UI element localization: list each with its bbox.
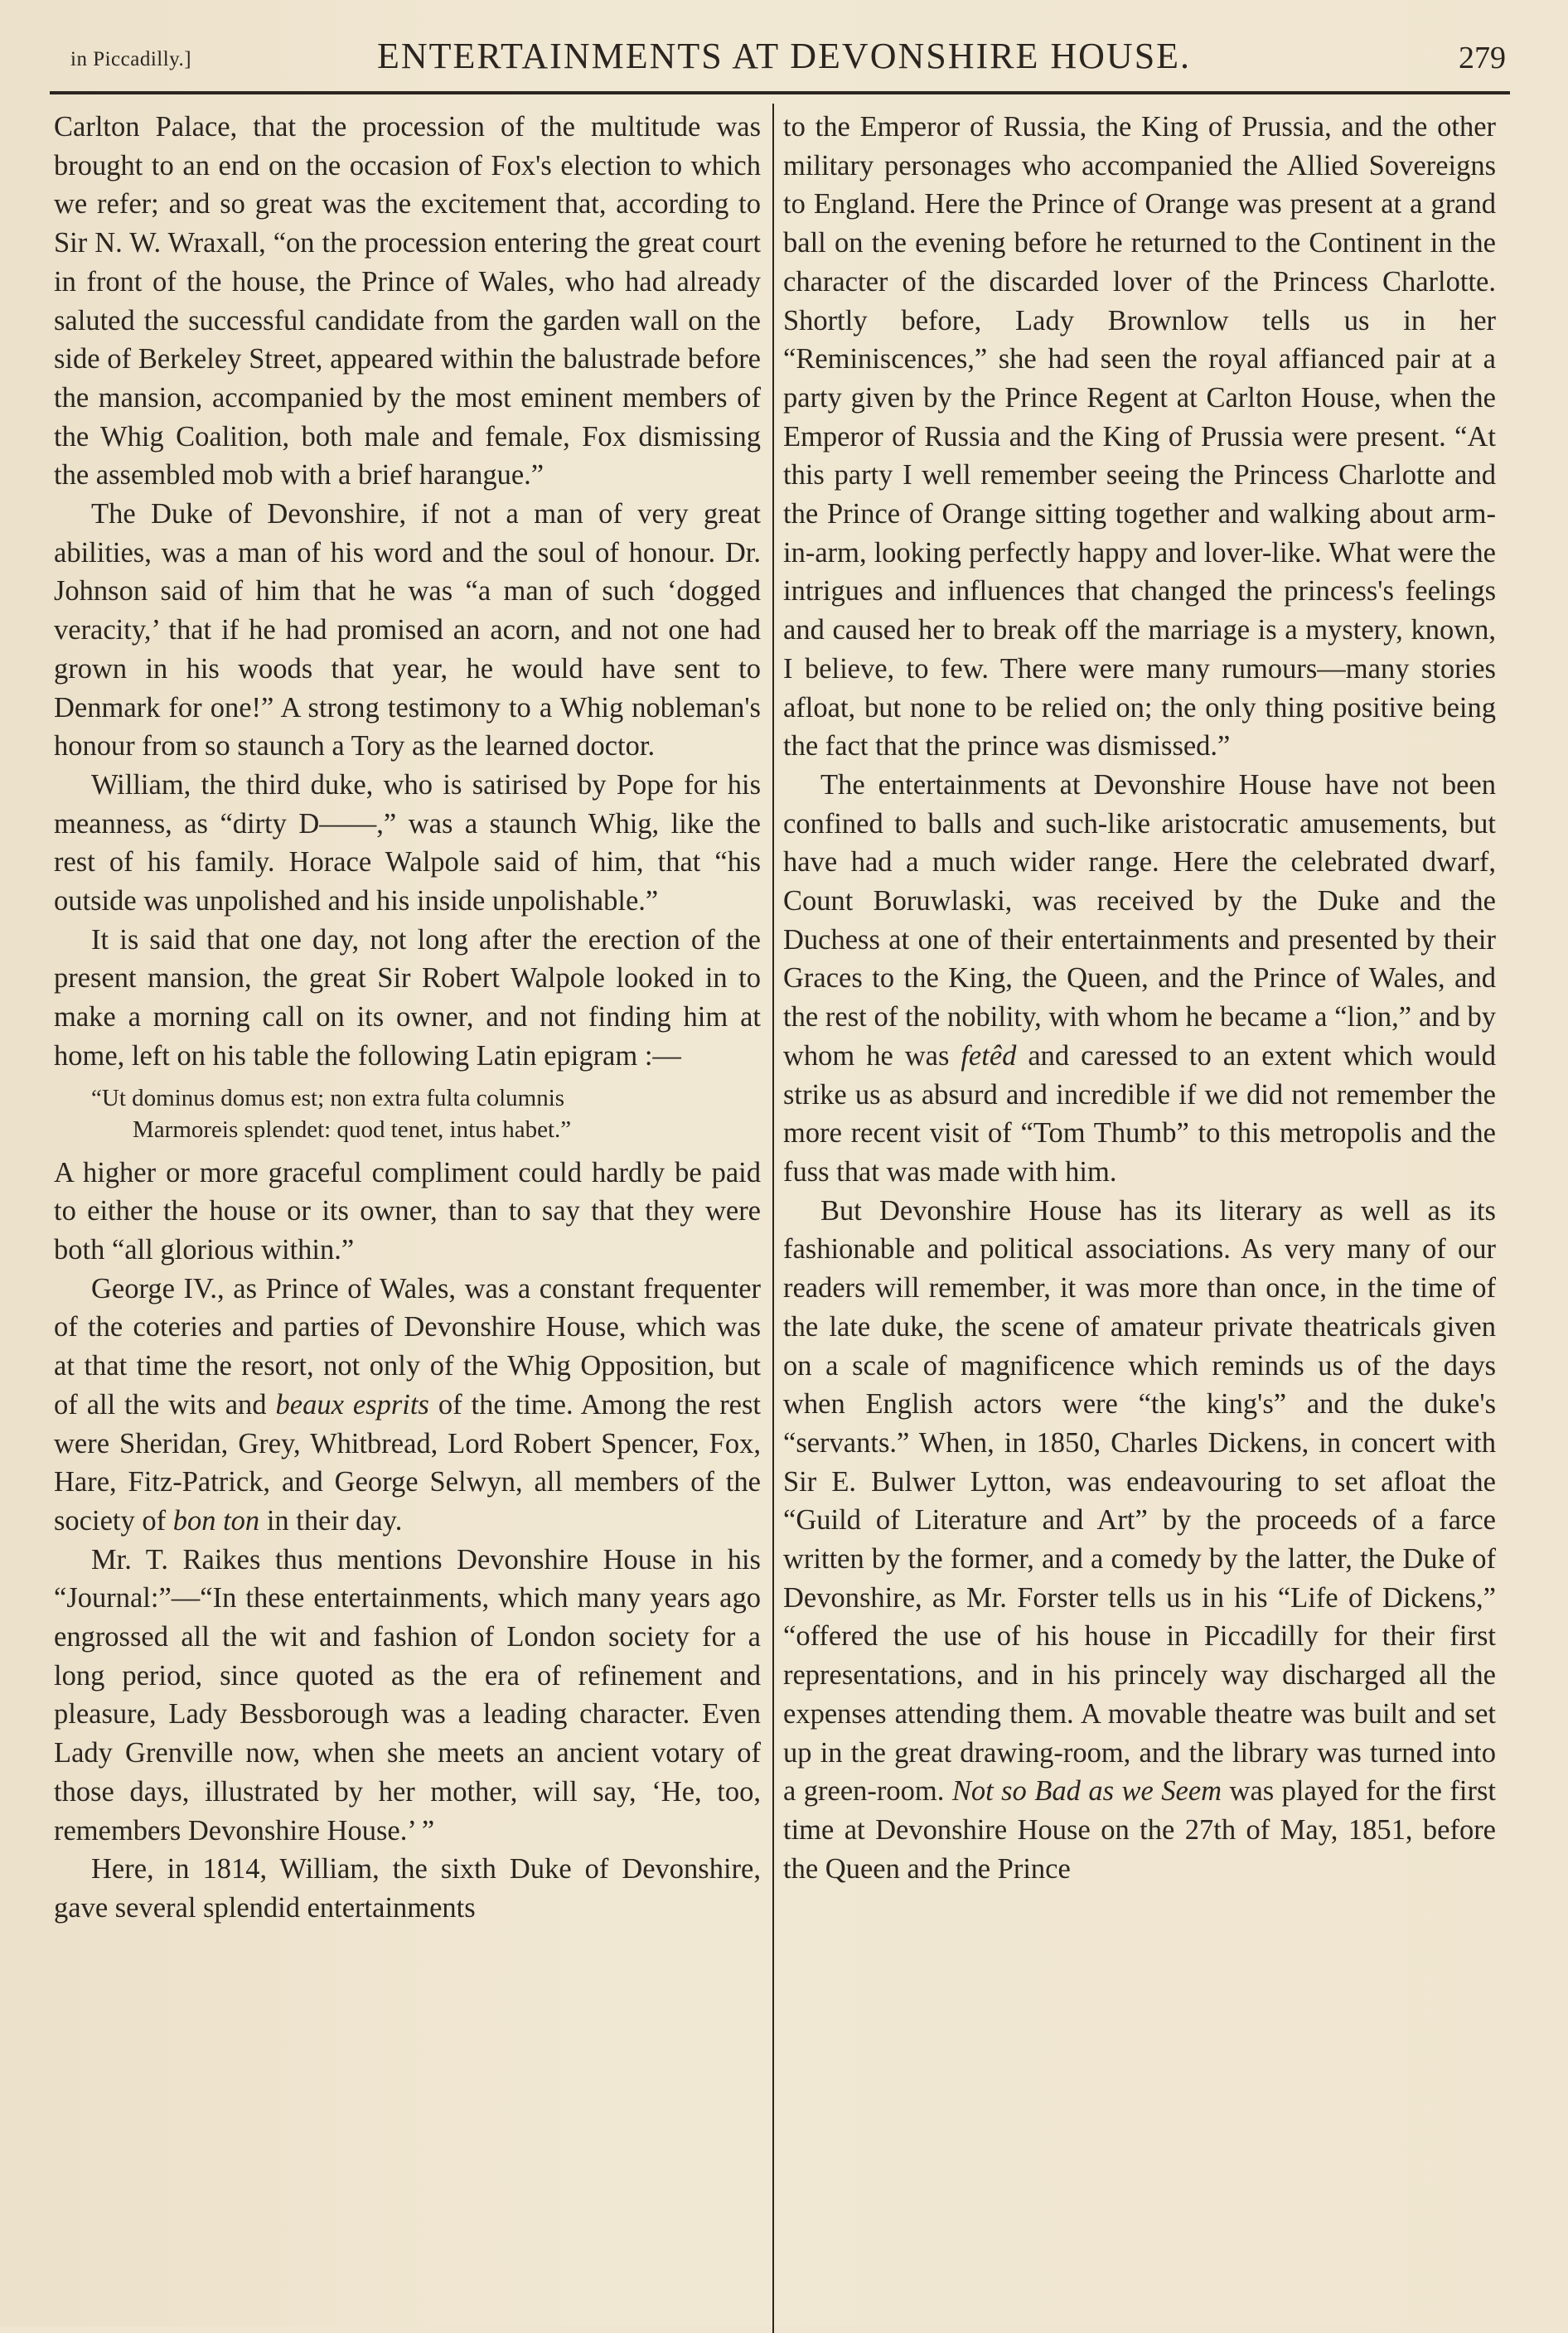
left-column <box>54 108 761 1928</box>
running-header <box>46 33 1522 83</box>
running-head-left: in Piccadilly.] <box>70 48 192 70</box>
paragraph: It is said that one day, not long after the erection of the present mansion, the great Sir Robert Walpole looked in to make a morning call on its owner, and not finding him at home, left on his table the following Latin epigram :— <box>54 923 761 1072</box>
paragraph: A higher or more graceful compliment could hardly be paid to either the house or its owner, than to say that they were both “all glorious within.” <box>54 1156 761 1266</box>
header-rule <box>50 91 1510 94</box>
paragraph: to the Emperor of Russia, the King of Prussia, and the other military personages who accompanied the Allied Sovereigns to England. Here the Prince of Orange was present at a grand ball on the evening before he returned to the Continent in the character of the discarded lover of the Princess Charlotte. Shortly before, Lady Brownlow tells us in her “Reminiscences,” she had seen the royal affianced pair at a party given by the Prince Regent at Carlton House, when the Emperor of Russia and the King of Prussia were present. “At this party I well remember seeing the Princess Charlotte and the Prince of Orange sitting together and walking about arm-in-arm, looking perfectly happy and lover-like. What were the intrigues and influences that changed the princess's feelings and caused her to break off the marriage is a mystery, known, I believe, to few. There were many rumours—many stories afloat, but none to be relied on; the only thing positive being the fact that the prince was dismissed.” <box>783 111 1496 762</box>
text-run: and caressed to an extent which would strike us as absurd and incredible if we did not remember the more recent visit of “Tom Thumb” to this metropolis and the fuss that was made with him. <box>783 1039 1496 1188</box>
italic-text: fetêd <box>961 1039 1017 1072</box>
paragraph <box>783 1192 1496 1889</box>
italic-text: beaux esprits <box>275 1388 429 1421</box>
paragraph: Here, in 1814, William, the sixth Duke of Devonshire, gave several splendid entertainments <box>54 1853 761 1924</box>
text-run: George IV., as Prince of Wales, was a constant frequenter of the coteries and parties of Devonshire House, which was at that time the resort, not only of the Whig Opposition, but of all the wits and <box>54 1272 761 1421</box>
column-divider <box>772 104 774 2333</box>
verse-line: Marmoreis splendet: quod tenet, intus habet.” <box>133 1116 572 1143</box>
right-column <box>783 108 1496 1888</box>
italic-text: Not so Bad as we Seem <box>951 1775 1222 1808</box>
paragraph: The Duke of Devonshire, if not a man of very great abilities, was a man of his word and the soul of honour. Dr. Johnson said of him that he was “a man of such ‘dogged veracity,’ that if he had promised an acorn, and not one had grown in his woods that year, he would have sent to Denmark for one!” A strong testimony to a Whig nobleman's honour from so staunch a Tory as the learned doctor. <box>54 498 761 762</box>
italic-text: bon ton <box>172 1504 260 1537</box>
text-run: was played for the first time at Devonshire House on the 27th of May, 1851, before the Queen and the Prince <box>783 1775 1496 1885</box>
paragraph: Carlton Palace, that the procession of the multitude was brought to an end on the occasion of Fox's election to which we refer; and so great was the excitement that, according to Sir N. W. Wraxall, “on the procession entering the great court in front of the house, the Prince of Wales, who had already saluted the successful candidate from the garden wall on the side of Berkeley Street, appeared within the balustrade before the mansion, accompanied by the most eminent members of the Whig Coalition, both male and female, Fox dismissing the assembled mob with a brief harangue.” <box>54 111 761 491</box>
text-run: of the time. Among the rest were Sheridan, Grey, Whitbread, Lord Robert Spencer, Fox, Hare, Fitz-Patrick, and George Selwyn, all members of the society of <box>54 1388 762 1537</box>
paragraph: Mr. T. Raikes thus mentions Devonshire House in his “Journal:”—“In these entertainments, which many years ago engrossed all the wit and fashion of London society for a long period, since quoted as the era of refinement and pleasure, Lady Bessborough was a leading character. Even Lady Grenville now, when she meets an ancient votary of those days, illustrated by her mother, will say, ‘He, too, remembers Devonshire House.’ ” <box>54 1543 761 1847</box>
text-run: But Devonshire House has its literary as well as its fashionable and political associations. As very many of our readers will remember, it was more than once, in the time of the late duke, the scene of amateur private theatricals given on a scale of magnificence which reminds us of the days when English actors were “the king's” and the duke's “servants.” When, in 1850, Charles Dickens, in concert with Sir E. Bulwer Lytton, was endeavouring to set afloat the “Guild of Literature and Art” by the proceeds of a farce written by the former, and a comedy by the latter, the Duke of Devonshire, as Mr. Forster tells us in his “Life of Dickens,” “offered the use of his house in Piccadilly for their first representations, and in his princely way discharged all the expenses attending them. A movable theatre was built and set up in the great drawing-room, and the library was turned into a green-room. <box>783 1194 1496 1808</box>
paragraph <box>54 1270 761 1541</box>
latin-epigram <box>54 1082 761 1145</box>
page-number: 279 <box>1459 41 1506 75</box>
text-run: in their day. <box>259 1504 403 1537</box>
text-run: The entertainments at Devonshire House have not been confined to balls and such-like aristocratic amusements, but have had a much wider range. Here the celebrated dwarf, Count Boruwlaski, was received by the Duke and the Duchess at one of their entertainments and presented by their Graces to the King, the Queen, and the Prince of Wales, and the rest of the nobility, with whom he became a “lion,” and by whom he was <box>783 768 1496 1072</box>
verse-line: “Ut dominus domus est; non extra fulta columnis <box>91 1084 565 1111</box>
paragraph <box>783 766 1496 1192</box>
paragraph: William, the third duke, who is satirised by Pope for his meanness, as “dirty D——,” was a staunch Whig, like the rest of his family. Horace Walpole said of him, that “his outside was unpolished and his inside unpolishable.” <box>54 768 761 917</box>
page-title: ENTERTAINMENTS AT DEVONSHIRE HOUSE. <box>376 36 1192 76</box>
